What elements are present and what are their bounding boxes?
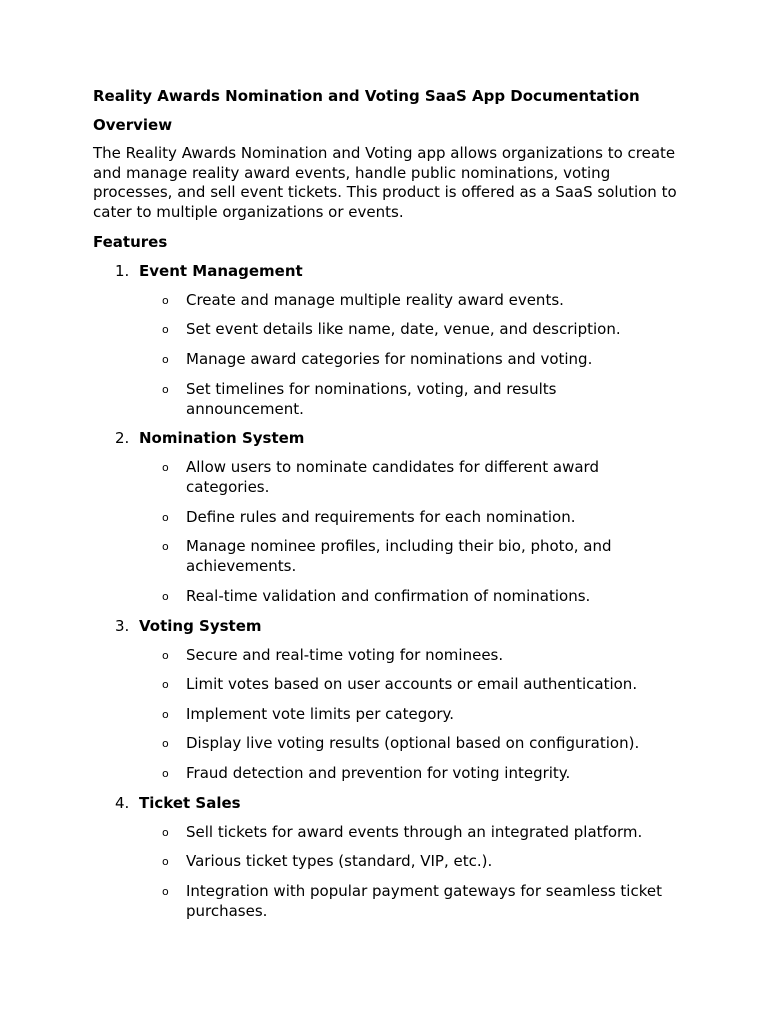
features-heading: Features <box>93 232 168 251</box>
list-item-text: Display live voting results (optional based on configuration). <box>186 734 640 753</box>
list-item <box>93 349 666 369</box>
list-item <box>93 290 666 310</box>
list-item <box>93 763 666 783</box>
section-title: Voting System <box>139 616 262 635</box>
list-item <box>93 507 666 527</box>
list-item <box>93 822 666 842</box>
bullet-icon: o <box>162 737 169 751</box>
bullet-icon: o <box>162 461 169 475</box>
bullet-icon: o <box>162 382 169 396</box>
list-item-text: Secure and real-time voting for nominees. <box>186 645 504 664</box>
list-item <box>93 536 666 576</box>
feature-section <box>93 261 683 419</box>
list-item-text: Various ticket types (standard, VIP, etc.). <box>186 852 493 871</box>
list-item <box>93 674 666 694</box>
document-title: Reality Awards Nomination and Voting SaaS App Documentation <box>93 87 640 105</box>
list-item <box>93 586 666 606</box>
section-title: Ticket Sales <box>139 793 241 812</box>
list-item-text: Integration with popular payment gateways for seamless ticket purchases. <box>186 881 662 920</box>
section-bullets <box>93 290 683 419</box>
list-item-text: Set event details like name, date, venue, and description. <box>186 320 621 339</box>
section-number: 2. <box>115 429 130 448</box>
section-bullets <box>93 645 683 783</box>
feature-section <box>93 428 683 606</box>
list-item-text: Sell tickets for award events through an integrated platform. <box>186 822 643 841</box>
bullet-icon: o <box>162 293 169 307</box>
section-number: 4. <box>115 793 130 812</box>
list-item <box>93 645 666 665</box>
section-heading <box>93 616 683 636</box>
bullet-icon: o <box>162 540 169 554</box>
section-heading <box>93 793 683 813</box>
list-item <box>93 733 666 753</box>
feature-section <box>93 793 683 921</box>
section-bullets <box>93 457 683 606</box>
bullet-icon: o <box>162 648 169 662</box>
bullet-icon: o <box>162 353 169 366</box>
list-item-text: Manage nominee profiles, including their bio, photo, and achievements. <box>186 537 612 576</box>
overview-heading: Overview <box>93 116 173 134</box>
features-list <box>93 261 683 921</box>
list-item-text: Allow users to nominate candidates for different award categories. <box>186 458 599 497</box>
list-item-text: Real-time validation and confirmation of nominations. <box>186 586 591 605</box>
list-item <box>93 457 666 497</box>
list-item <box>93 704 666 724</box>
list-item-text: Set timelines for nominations, voting, and results announcement. <box>186 379 557 418</box>
bullet-icon: o <box>162 884 169 898</box>
overview-paragraph: The Reality Awards Nomination and Voting app allows organizations to create and manage reality award events, handle public nominations, voting processes, and sell event tickets. This product is offered as a SaaS solution to cater to multiple organizations or events. <box>93 144 677 222</box>
list-item-text: Manage award categories for nominations and voting. <box>186 350 593 368</box>
list-item <box>93 379 666 419</box>
list-item <box>93 881 666 921</box>
list-item-text: Create and manage multiple reality award events. <box>186 290 564 309</box>
bullet-icon: o <box>162 766 169 780</box>
list-item-text: Limit votes based on user accounts or email authentication. <box>186 675 638 694</box>
list-item <box>93 851 666 871</box>
section-heading <box>93 261 683 281</box>
list-item-text: Define rules and requirements for each nomination. <box>186 507 576 526</box>
bullet-icon: o <box>162 510 169 524</box>
section-title: Nomination System <box>139 429 305 448</box>
section-title: Event Management <box>139 261 303 280</box>
bullet-icon: o <box>162 855 169 869</box>
section-number: 3. <box>115 616 130 635</box>
bullet-icon: o <box>162 589 169 603</box>
section-number: 1. <box>115 261 130 280</box>
section-bullets <box>93 822 683 921</box>
list-item-text: Fraud detection and prevention for voting integrity. <box>186 763 571 782</box>
list-item <box>93 319 666 339</box>
bullet-icon: o <box>162 323 169 337</box>
bullet-icon: o <box>162 707 169 721</box>
list-item-text: Implement vote limits per category. <box>186 704 455 723</box>
document-page <box>93 86 683 930</box>
feature-section <box>93 616 683 783</box>
bullet-icon: o <box>162 678 169 692</box>
bullet-icon: o <box>162 825 169 839</box>
section-heading <box>93 428 683 448</box>
